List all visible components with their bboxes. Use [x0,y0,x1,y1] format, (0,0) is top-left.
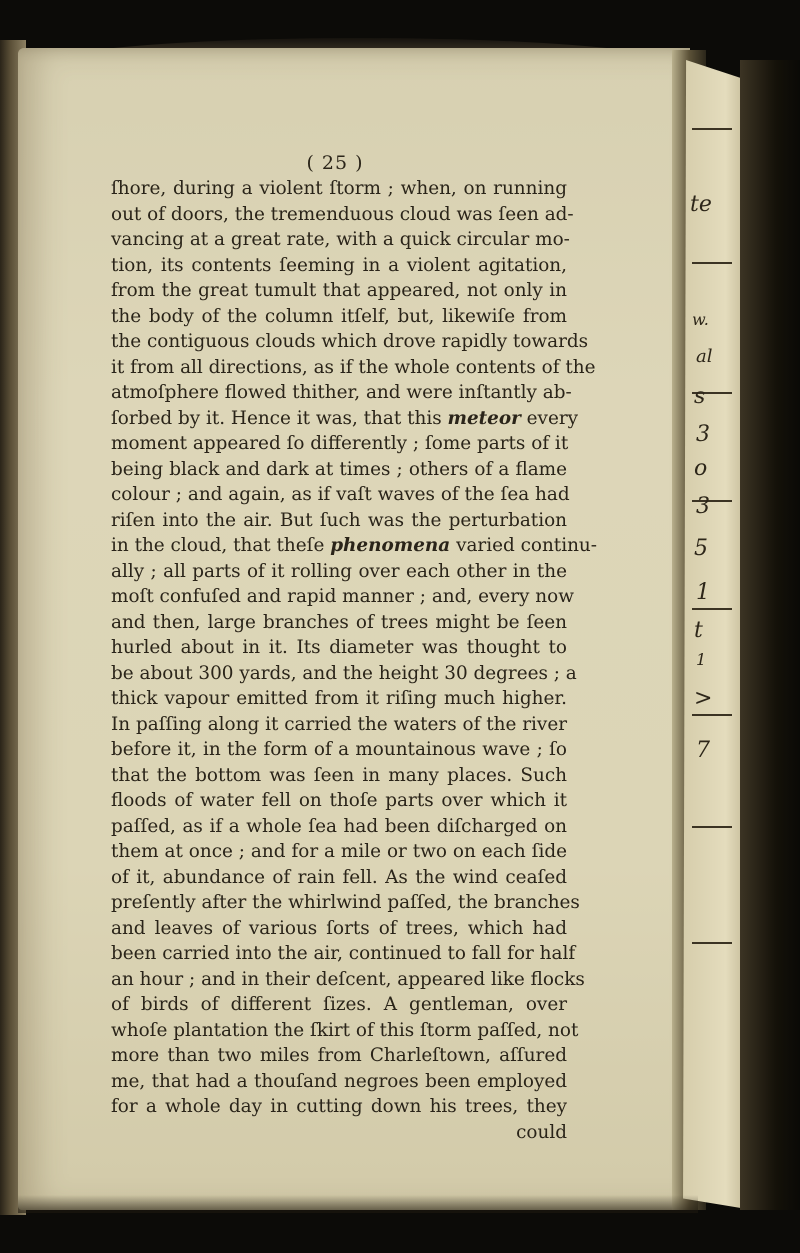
margin-rule [692,262,732,264]
margin-rule [692,826,732,828]
text-line: be about 300 yards, and the height 30 degrees ; a [111,662,577,684]
text-line: them at once ; and for a mile or two on each ſide [111,841,567,862]
text-line: the body of the column itſelf, but, likewiſe from [111,305,567,327]
text-line: paſſed, as if a whole ſea had been diſcharged on [111,815,567,837]
margin-fragment: > [694,686,713,711]
text-line: thick vapour emitted from it riſing much higher. [111,688,567,709]
margin-rule [692,714,732,716]
margin-fragment: 1 [696,580,710,605]
margin-fragment: w. [692,310,709,329]
text-line: it from all directions, as if the whole contents of the [111,356,596,378]
text-line: vancing at a great rate, with a quick circular mo- [111,229,570,250]
page-number: ( 25 ) [306,152,364,174]
text-line: been carried into the air, continued to fall for half [111,943,576,964]
text-line: hurled about in it. Its diameter was thought to [111,637,567,658]
text-line: riſen into the air. But ſuch was the perturbation [111,509,567,531]
text-line: of it, abundance of rain fell. As the wind ceaſed [111,866,567,888]
catchword: could [516,1121,567,1143]
margin-rule [692,942,732,944]
text-line: atmoſphere flowed thither, and were inſtantly ab- [111,382,572,403]
margin-rule [692,608,732,610]
text-line: preſently after the whirlwind paſſed, the branches [111,892,580,913]
text-line: out of doors, the tremenduous cloud was ſeen ad- [111,203,574,225]
text-line: whoſe plantation the ſkirt of this ſtorm paſſed, not [111,1019,579,1041]
margin-fragment: t [694,618,703,643]
margin-fragment: o [694,456,708,481]
margin-fragment: 3 [696,494,710,519]
italic-word: meteor [447,407,521,429]
text-line: colour ; and again, as if vaſt waves of the ſea had [111,484,570,505]
text-line: from the great tumult that appeared, not only in [111,280,567,301]
text-line: of birds of different ſizes. A gentleman, over [111,994,567,1015]
text-line: for a whole day in cutting down his trees, they [111,1096,567,1117]
text-line: and then, large branches of trees might be ſeen [111,611,567,633]
margin-fragment: 5 [694,536,708,561]
text-line: In paſſing along it carried the waters of the river [111,713,567,735]
text-line: ſorbed by it. Hence it was, that this meteor every [111,407,579,429]
margin-rule [692,128,732,130]
text-line: tion, its contents ſeeming in a violent agitation, [111,254,567,276]
page-bottom-shadow [18,1195,698,1213]
text-line: me, that had a thouſand negroes been employed [111,1070,567,1092]
text-line: in the cloud, that theſe phenomena varied continu- [111,535,597,556]
text-line: and leaves of various ſorts of trees, which had [111,917,567,939]
text-line: before it, in the form of a mountainous wave ; ſo [111,739,567,760]
margin-fragment: s [694,384,706,409]
text-line: being black and dark at times ; others of a flame [111,458,567,480]
text-line: ally ; all parts of it rolling over each other in the [111,560,567,582]
italic-word: phenomena [330,535,451,556]
margin-fragment: te [690,192,712,217]
text-line: that the bottom was ſeen in many places. Such [111,764,567,786]
text-line: moſt confuſed and rapid manner ; and, every now [111,586,574,607]
margin-fragment: al [696,346,713,367]
text-line: more than two miles from Charleſtown, aſſured [111,1045,567,1066]
margin-fragment: 7 [696,738,710,763]
body-text [111,176,597,1145]
margin-fragment: 1 [696,650,707,669]
text-line: ſhore, during a violent ſtorm ; when, on running [111,178,567,199]
margin-fragment: 3 [696,422,710,447]
text-line: the contiguous clouds which drove rapidly towards [111,331,589,352]
text-line: an hour ; and in their deſcent, appeared like flocks [111,968,585,990]
facing-page-edge [740,60,800,1210]
text-line: floods of water fell on thoſe parts over which it [111,790,567,811]
text-line: moment appeared ſo differently ; ſome parts of it [111,433,569,454]
